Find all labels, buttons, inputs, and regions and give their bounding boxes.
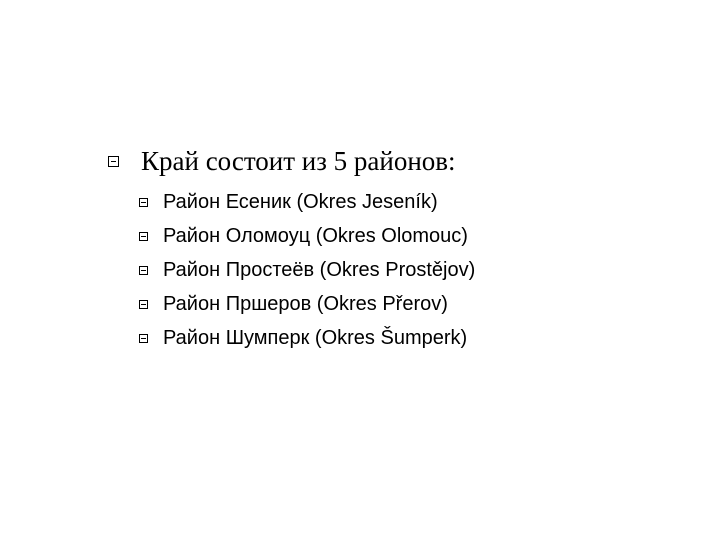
list-item (139, 185, 475, 219)
boxed-bullet-icon (139, 334, 148, 343)
district-label: Район Шумперк (Okres Šumperk) (163, 326, 468, 349)
boxed-bullet-icon (139, 266, 148, 275)
district-label: Район Пршеров (Okres Přerov) (163, 292, 448, 315)
list-item (139, 287, 475, 321)
district-list (139, 185, 475, 355)
boxed-bullet-icon (139, 232, 148, 241)
district-label: Район Оломоуц (Okres Olomouc) (163, 224, 468, 247)
boxed-bullet-icon (139, 198, 148, 207)
district-label: Район Простеёв (Okres Prostějov) (163, 258, 476, 281)
list-item (139, 253, 475, 287)
boxed-bullet-icon (139, 300, 148, 309)
boxed-bullet-icon (108, 156, 119, 167)
list-item (139, 321, 475, 355)
list-item (139, 219, 475, 253)
main-bullet-item (108, 143, 456, 179)
main-bullet-text: Край состоит из 5 районов: (141, 145, 456, 176)
district-label: Район Есеник (Okres Jeseník) (163, 190, 438, 213)
